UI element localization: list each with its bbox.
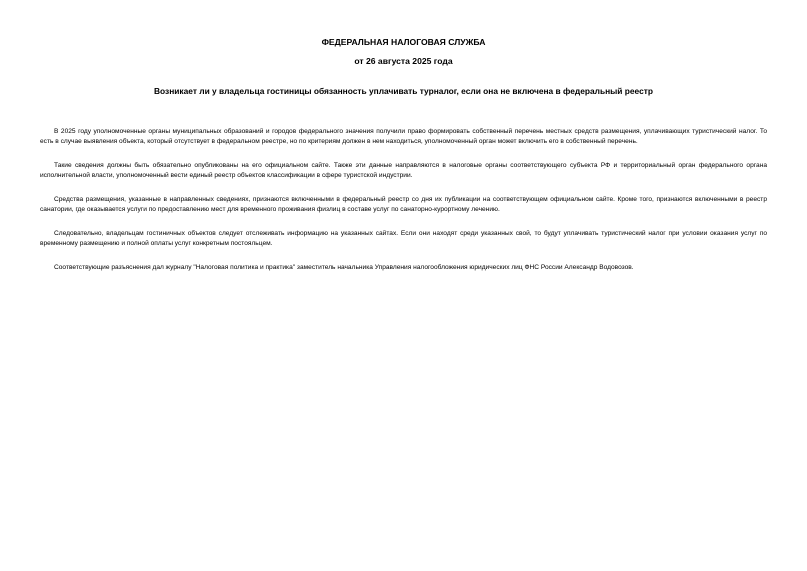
document-body: [40, 127, 767, 287]
paragraph: Такие сведения должны быть обязательно опубликованы на его официальном сайте. Также эти данные направляются в налоговые органы соответствующего субъекта РФ и территориальный орган федерального органа исполнительной власти, уполномоченный вести единый реестр объектов классификации в сфере туристской индустрии.: [40, 162, 767, 179]
paragraph: В 2025 году уполномоченные органы муниципальных образований и городов федерального значения получили право формировать собственный перечень местных средств размещения, уплачивающих туристический налог. То есть в случае выявления объекта, который отсутствует в федеральном реестре, но по критериям должен в нем находиться, уполномоченный орган может включить его в собственный перечень.: [40, 128, 767, 145]
paragraph: Средства размещения, указанные в направленных сведениях, признаются включенными в федеральный реестр со дня их публикации на соответствующем официальном сайте. Кроме того, признаются включенными в реестр санатории, где оказывается услуги по предоставлению мест для временного проживания физлиц в составе услуг по санаторно-курортному лечению.: [40, 196, 767, 213]
agency-name: ФЕДЕРАЛЬНАЯ НАЛОГОВАЯ СЛУЖБА: [321, 37, 486, 47]
document-date: от 26 августа 2025 года: [354, 56, 453, 66]
document-title: Возникает ли у владельца гостиницы обязанность уплачивать турналог, если она не включена в федеральный реестр: [154, 86, 653, 96]
paragraph: Следовательно, владельцам гостиничных объектов следует отслеживать информацию на указанных сайтах. Если они находят среди указанных свой, то будут уплачивать туристический налог при условии оказания услуг по временному размещению и полной оплаты услуг конкретным постояльцем.: [40, 230, 767, 247]
paragraph: Соответствующие разъяснения дал журналу "Налоговая политика и практика" заместитель начальника Управления налогообложения юридических лиц ФНС России Александр Водовозов.: [54, 264, 634, 271]
